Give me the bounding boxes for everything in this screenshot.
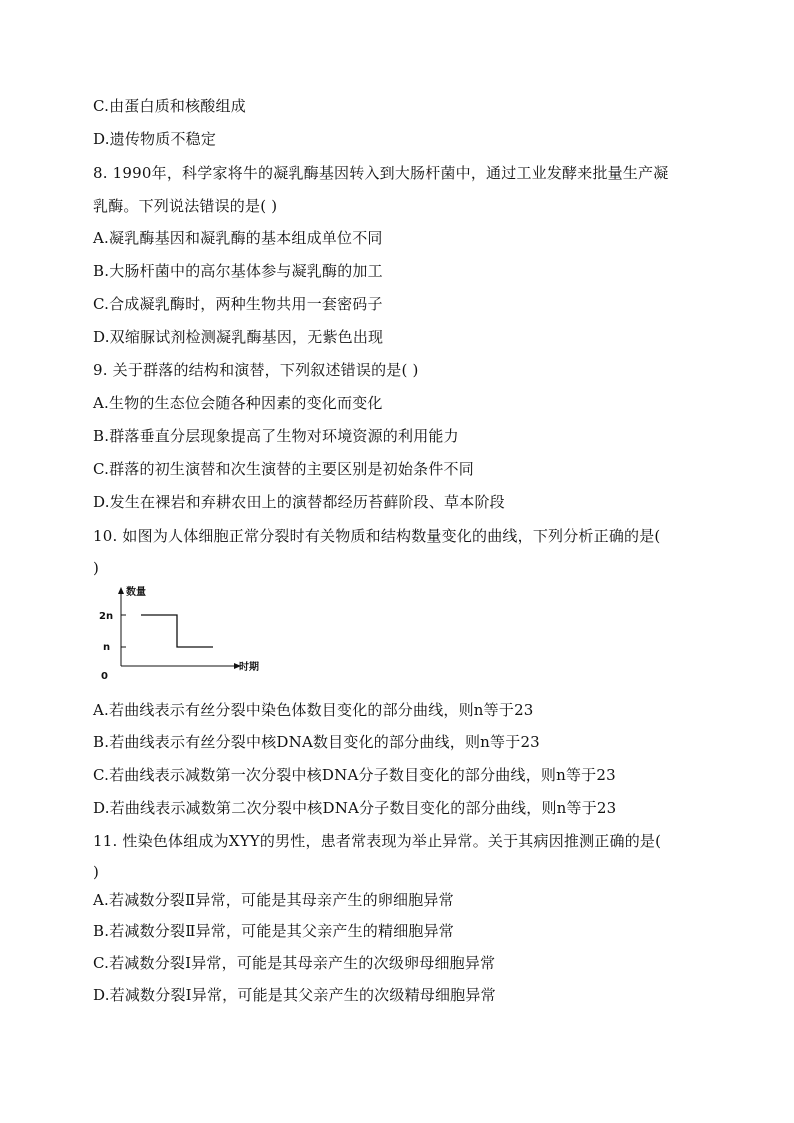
curve-series (141, 615, 213, 647)
q9-option-d: D.发生在裸岩和弃耕农田上的演替都经历苔藓阶段、草本阶段 (93, 493, 505, 511)
y-tick-label-0: 0 (101, 671, 108, 682)
q9-option-a: A.生物的生态位会随各种因素的变化而变化 (93, 394, 383, 412)
q11-stem-line1: 11. 性染色体组成为XYY的男性，患者常表现为举止异常。关于其病因推测正确的是( (93, 832, 662, 850)
q10-option-a: A.若曲线表示有丝分裂中染色体数目变化的部分曲线，则n等于23 (93, 701, 534, 719)
q8-stem-line1: 8. 1990年，科学家将牛的凝乳酶基因转入到大肠杆菌中，通过工业发酵来批量生产凝 (93, 164, 669, 182)
q8-option-a: A.凝乳酶基因和凝乳酶的基本组成单位不同 (93, 229, 383, 247)
q11-option-a: A.若减数分裂Ⅱ异常，可能是其母亲产生的卵细胞异常 (93, 891, 454, 909)
q7-option-c: C.由蛋白质和核酸组成 (93, 97, 246, 115)
q7-option-d: D.遗传物质不稳定 (93, 130, 217, 148)
q8-option-d: D.双缩脲试剂检测凝乳酶基因，无紫色出现 (93, 328, 384, 346)
q10-option-b: B.若曲线表示有丝分裂中核DNA数目变化的部分曲线，则n等于23 (93, 733, 540, 751)
q11-stem-line2: ) (93, 863, 100, 881)
x-axis-label: 时期 (239, 662, 259, 673)
curve-line (141, 615, 213, 647)
q10-stem-line1: 10. 如图为人体细胞正常分裂时有关物质和结构数量变化的曲线，下列分析正确的是( (93, 527, 661, 545)
quantity-chart (96, 582, 259, 682)
q10-option-c: C.若曲线表示减数第一次分裂中核DNA分子数目变化的部分曲线，则n等于23 (93, 766, 616, 784)
q11-option-c: C.若减数分裂Ⅰ异常，可能是其母亲产生的次级卵母细胞异常 (93, 954, 496, 972)
q11-option-d: D.若减数分裂Ⅰ异常，可能是其父亲产生的次级精母细胞异常 (93, 986, 496, 1004)
q8-option-b: B.大肠杆菌中的高尔基体参与凝乳酶的加工 (93, 262, 383, 280)
q9-option-b: B.群落垂直分层现象提高了生物对环境资源的利用能力 (93, 427, 459, 445)
y-tick-label-2n: 2n (99, 611, 114, 622)
y-axis-arrow (118, 587, 124, 594)
q10-stem-line2: ) (93, 559, 100, 577)
q8-stem-line2: 乳酶。下列说法错误的是( ) (93, 197, 278, 215)
y-axis-label: 数量 (126, 587, 146, 598)
q9-stem: 9. 关于群落的结构和演替，下列叙述错误的是( ) (93, 361, 419, 379)
y-tick-label-n: n (103, 642, 111, 653)
q10-option-d: D.若曲线表示减数第二次分裂中核DNA分子数目变化的部分曲线，则n等于23 (93, 799, 617, 817)
q9-option-c: C.群落的初生演替和次生演替的主要区别是初始条件不同 (93, 460, 474, 478)
q8-option-c: C.合成凝乳酶时，两种生物共用一套密码子 (93, 295, 383, 313)
q11-option-b: B.若减数分裂Ⅱ异常，可能是其父亲产生的精细胞异常 (93, 922, 454, 940)
